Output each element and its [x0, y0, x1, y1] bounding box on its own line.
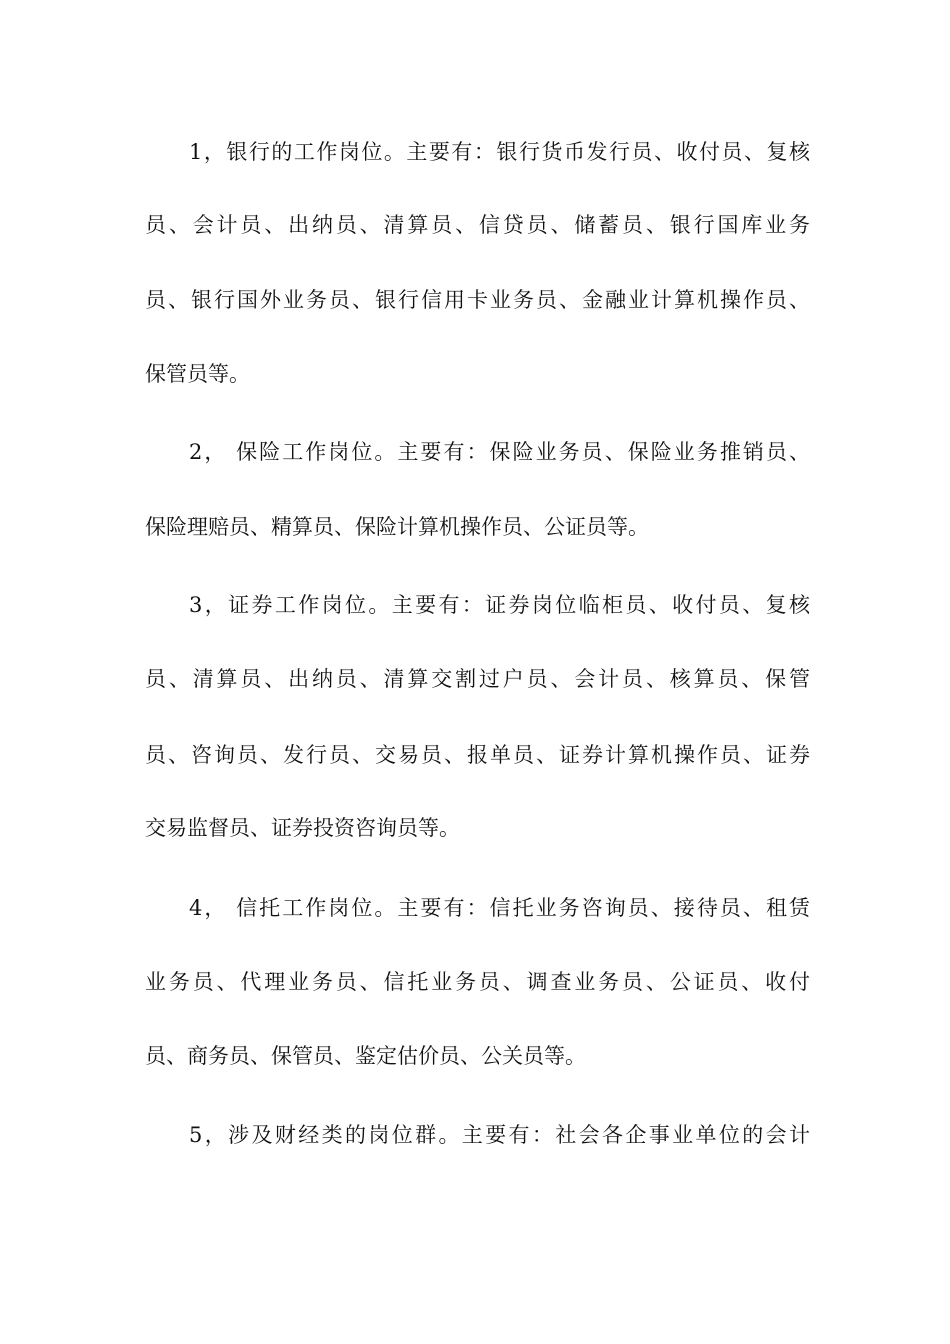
paragraph-4-line-2: 业务员、代理业务员、信托业务员、调查业务员、公证员、收付 [145, 970, 810, 994]
paragraph-2-line-1: 2， 保险工作岗位。主要有：保险业务员、保险业务推销员、 [189, 440, 810, 464]
paragraph-1-line-1: 1，银行的工作岗位。主要有：银行货币发行员、收付员、复核 [189, 140, 810, 164]
paragraph-1-line-4: 保管员等。 [145, 362, 250, 386]
paragraph-4-line-1: 4， 信托工作岗位。主要有：信托业务咨询员、接待员、租赁 [189, 896, 810, 920]
paragraph-5-line-1: 5，涉及财经类的岗位群。主要有：社会各企事业单位的会计 [189, 1123, 810, 1147]
paragraph-1-line-2: 员、会计员、出纳员、清算员、信贷员、储蓄员、银行国库业务 [145, 213, 810, 237]
paragraph-3-line-1: 3，证券工作岗位。主要有：证券岗位临柜员、收付员、复核 [189, 593, 810, 617]
paragraph-1-line-3: 员、银行国外业务员、银行信用卡业务员、金融业计算机操作员、 [145, 288, 810, 312]
paragraph-2-line-2: 保险理赔员、精算员、保险计算机操作员、公证员等。 [145, 515, 649, 539]
paragraph-3-line-2: 员、清算员、出纳员、清算交割过户员、会计员、核算员、保管 [145, 667, 810, 691]
paragraph-3-line-4: 交易监督员、证券投资咨询员等。 [145, 816, 460, 840]
paragraph-3-line-3: 员、咨询员、发行员、交易员、报单员、证券计算机操作员、证券 [145, 743, 810, 767]
paragraph-4-line-3: 员、商务员、保管员、鉴定估价员、公关员等。 [145, 1044, 586, 1068]
